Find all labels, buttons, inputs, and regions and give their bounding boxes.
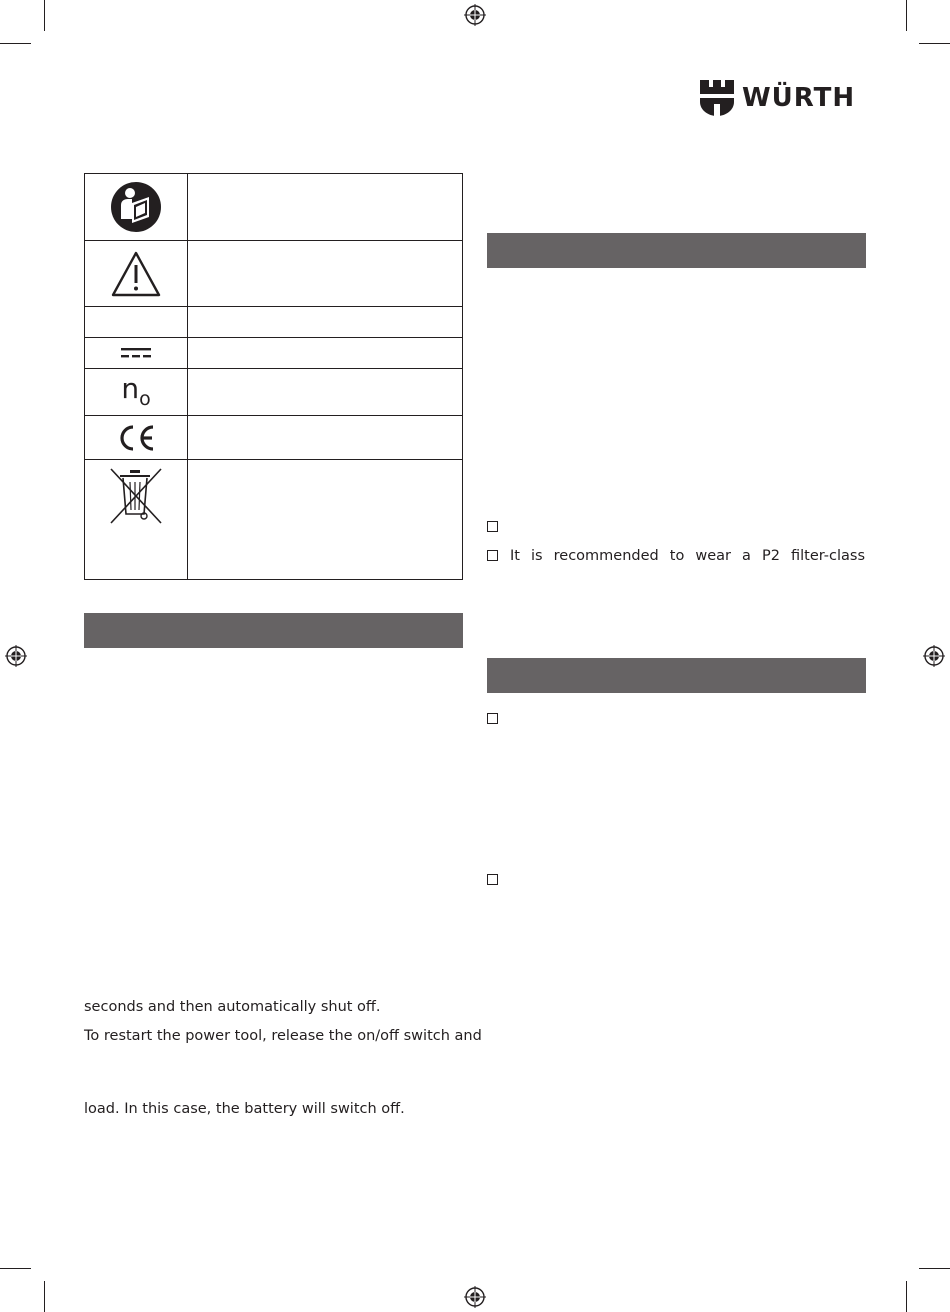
symbol-description <box>189 307 462 337</box>
crop-mark-top-right-vertical <box>906 0 907 31</box>
symbol-row-no-load-speed <box>85 369 462 416</box>
symbol-row-empty <box>85 307 462 338</box>
symbol-row-read-manual <box>85 174 462 241</box>
symbol-description <box>189 338 462 368</box>
ce-mark-icon <box>116 423 156 453</box>
right-section-header-bar-1 <box>487 233 866 268</box>
warning-triangle-icon <box>111 251 161 297</box>
left-text-line: load. In this case, the battery will switch off. <box>84 1101 405 1117</box>
crop-mark-top-right-horizontal <box>919 43 950 44</box>
bullet-checkbox <box>487 874 498 885</box>
crop-mark-bottom-left-vertical <box>44 1281 45 1312</box>
symbol-row-weee <box>85 460 462 579</box>
crop-mark-top-left-vertical <box>44 0 45 31</box>
no-load-speed-symbol: $n_o$ <box>121 372 151 410</box>
registration-mark-bottom-icon <box>464 1286 486 1308</box>
symbol-description <box>189 174 462 240</box>
left-text-line: To restart the power tool, release the on/off switch and <box>84 1028 482 1044</box>
symbol-row-ce-mark <box>85 416 462 460</box>
crop-mark-bottom-right-horizontal <box>919 1268 950 1269</box>
bullet-checkbox <box>487 521 498 532</box>
read-manual-icon <box>110 181 162 233</box>
registration-mark-right-icon <box>923 645 945 667</box>
bullet-checkbox <box>487 550 498 561</box>
symbol-row-direct-current <box>85 338 462 369</box>
direct-current-icon <box>121 347 151 359</box>
recommend-text-line: It is recommended to wear a P2 filter-class <box>510 548 865 564</box>
registration-mark-top-icon <box>464 4 486 26</box>
weee-crossed-bin-icon <box>108 466 164 526</box>
right-section-header-bar-2 <box>487 658 866 693</box>
crop-mark-bottom-right-vertical <box>906 1281 907 1312</box>
wurth-castle-icon <box>700 80 734 116</box>
symbol-table <box>84 173 463 580</box>
symbol-description <box>189 416 462 459</box>
registration-mark-left-icon <box>5 645 27 667</box>
left-text-line: seconds and then automatically shut off. <box>84 999 381 1015</box>
symbol-description <box>189 460 462 579</box>
crop-mark-top-left-horizontal <box>0 43 31 44</box>
bullet-checkbox <box>487 713 498 724</box>
symbol-row-warning <box>85 241 462 307</box>
crop-mark-bottom-left-horizontal <box>0 1268 31 1269</box>
brand-name: WÜRTH <box>742 83 856 113</box>
brand-logo <box>700 80 855 116</box>
left-section-header-bar <box>84 613 463 648</box>
symbol-description <box>189 369 462 415</box>
symbol-description <box>189 241 462 306</box>
